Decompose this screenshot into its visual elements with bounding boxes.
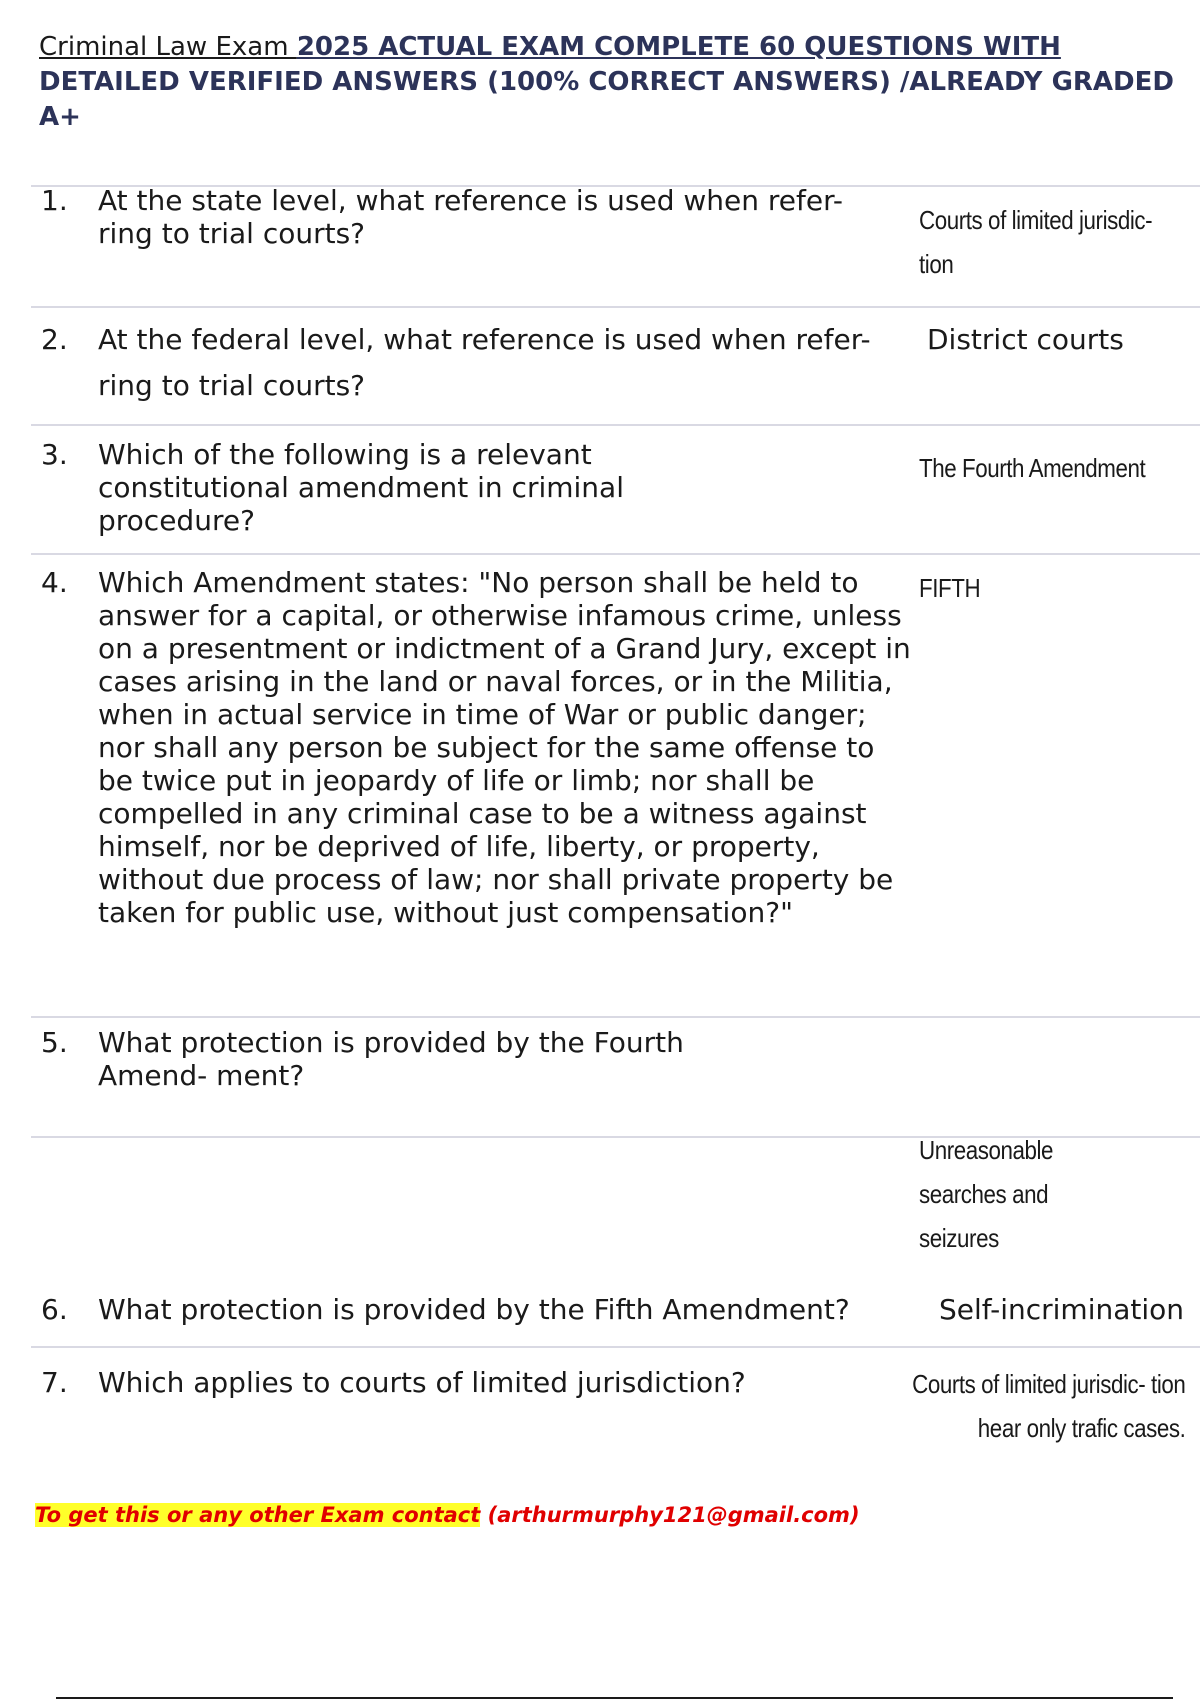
question-row-1 [31,178,1200,288]
question-row-6 [31,1287,1200,1347]
question-number: 2. [41,323,68,356]
question-row-5 [31,1020,1200,1130]
divider [31,1016,1200,1018]
answer-text: FIFTH [919,573,981,603]
divider [31,553,1200,555]
contact-email[interactable]: (arthurmurphy121@gmail.com) [480,1503,860,1527]
divider [31,424,1200,426]
question-text: At the federal level, what reference is used when refer- ring to trial courts? [98,323,871,402]
question-number: 5. [41,1026,68,1059]
title-headline: 2025 ACTUAL EXAM COMPLETE 60 QUESTIONS WITH [296,32,1061,62]
document-title [39,30,1179,135]
question-number: 4. [41,566,68,599]
question-text: Which applies to courts of limited jurisdiction? [98,1366,746,1399]
question-text: Which of the following is a relevant constitutional amendment in criminal procedure? [98,438,624,537]
answer-text-5: Unreasonable searches and seizures [919,1135,1054,1253]
contact-line [35,1503,860,1527]
footer-rule [56,1697,1173,1699]
question-row-4 [31,560,1200,1000]
divider [31,1346,1200,1348]
contact-highlight: To get this or any other Exam contact [35,1503,481,1527]
question-number: 1. [41,184,68,217]
answer-text: District courts [927,323,1124,356]
question-text: Which Amendment states: "No person shall be held to answer for a capital, or otherwise infamous crime, unless on a presentment or indictment of a Grand Jury, except in cases arising in the land or naval forces, or in the Militia, when in actual service in time of War or public danger; nor shall any person be subject for the same offense to be twice put in jeopardy of life or limb; nor shall be compelled in any criminal case to be a witness against himself, nor be deprived of life, liberty, or property, without due process of law; nor shall private property be taken for public use, without just compensation?" [98,566,911,929]
question-text: What protection is provided by the Fourth Amend- ment? [98,1026,684,1092]
divider [31,306,1200,308]
title-subheadline: DETAILED VERIFIED ANSWERS (100% CORRECT ANSWERS) /ALREADY GRADED A+ [39,67,1174,132]
answer-text: Courts of limited jurisdic- tion [919,205,1153,279]
answer-text: Self-incrimination [939,1293,1185,1326]
title-course: Criminal Law Exam [39,32,297,62]
question-row-7 [31,1360,1200,1470]
question-text: At the state level, what reference is used when refer- ring to trial courts? [98,184,843,250]
answer-text: Courts of limited jurisdic- tion hear only trafic cases. [912,1369,1186,1443]
question-number: 6. [41,1293,68,1326]
question-text: What protection is provided by the Fifth Amendment? [98,1293,850,1326]
question-number: 7. [41,1366,68,1399]
question-row-3 [31,432,1200,542]
question-number: 3. [41,438,68,471]
answer-text: The Fourth Amendment [919,453,1146,483]
question-row-2 [31,317,1200,417]
